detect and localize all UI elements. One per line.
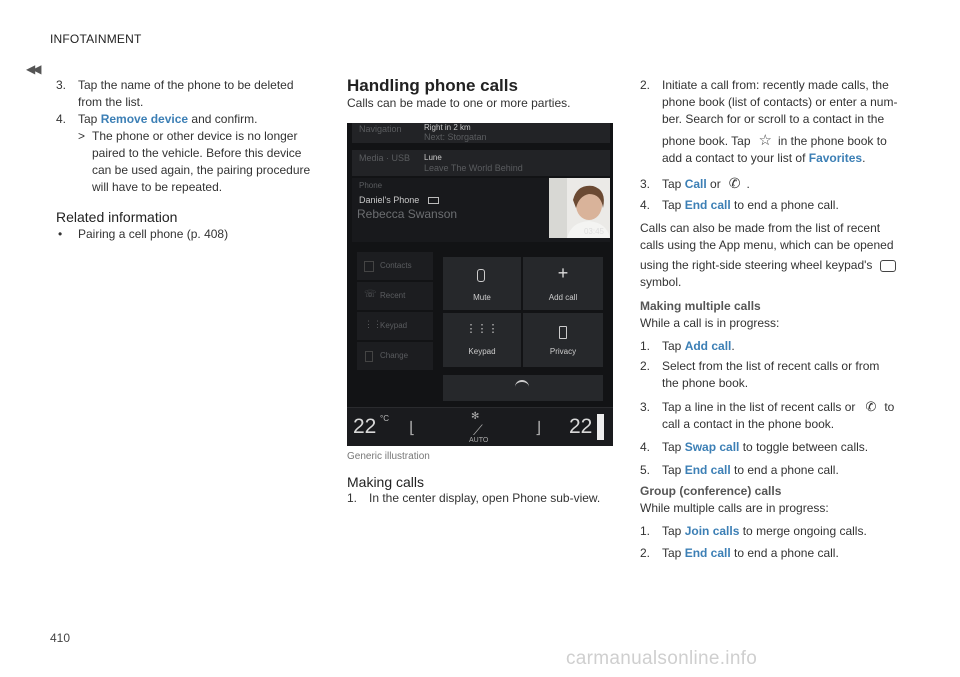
step-number: 2. [640,546,651,560]
result-text: will have to be repeated. [92,180,223,194]
step-number: 4. [56,112,67,126]
step-number: 5. [640,463,651,477]
keypad-side-button[interactable] [357,312,433,340]
step-text: Select from the list of recent calls or from [662,359,880,373]
media-label: Media · USB [359,153,411,163]
step-text: to merge ongoing calls. [739,524,867,538]
microphone-icon [477,269,485,282]
result-marker: > [78,129,86,143]
nav-tile [352,123,610,143]
temp-unit: °C [380,414,389,423]
step-text: to end a phone call. [730,198,839,212]
end-call-link: End call [684,198,731,212]
step-number: 4. [640,440,651,454]
center-display-illustration [347,123,613,446]
add-call-link: Add call [684,339,732,353]
climate-bar [347,407,613,446]
paragraph-text: calls using the App menu, which can be opened [640,238,894,252]
auto-label[interactable]: AUTO [469,437,489,444]
related-link[interactable]: Pairing a cell phone (p. 408) [78,227,229,241]
bullet: • [58,227,63,241]
battery-icon [428,197,439,204]
nav-label: Navigation [359,124,402,134]
call-link: Call [684,177,707,191]
making-step-1 [347,490,600,507]
keypad-icon: ⋮⋮⋮ [465,323,499,335]
airflow-icon[interactable]: ⟋ [473,422,483,438]
intro-text: Calls can be made to one or more parties. [347,96,571,110]
keypad-button[interactable] [443,313,521,367]
step-text: Tap [78,112,101,126]
step-text: call a contact in the phone book. [662,417,835,431]
media-tile [352,150,610,176]
result-text: The phone or other device is no longer [92,129,298,143]
phone-handset-icon: ✆ [865,399,877,414]
mute-label: Mute [473,293,491,302]
paragraph-text: symbol. [640,275,682,289]
seat-heat-right-icon[interactable]: ⌋ [535,420,542,437]
conference-calls-heading: Group (conference) calls [640,484,782,498]
step-text: and confirm. [188,112,258,126]
end-call-link: End call [684,463,731,477]
step-number: 3. [640,400,651,414]
contacts-button[interactable] [357,252,433,280]
swap-call-link: Swap call [684,440,740,454]
step-text: In the center display, open Phone sub-view. [369,491,601,505]
call-timer: 03:45 [583,227,604,236]
keypad-label: Keypad [468,347,496,356]
making-calls-heading: Making calls [347,474,425,490]
step-text: Tap [662,546,685,560]
change-icon [365,351,373,362]
step-text: or [706,177,721,191]
step-4 [56,111,326,128]
contacts-icon [364,261,374,272]
left-column [56,77,326,243]
step-text: add a contact to your list of [662,151,809,165]
add-call-button[interactable] [523,257,603,310]
temp-slider-indicator [597,414,604,440]
recent-button[interactable] [357,282,433,310]
result-text: paired to the vehicle. Before this device [92,146,302,160]
step-text: Tap [662,524,685,538]
step-number: 1. [640,524,651,538]
seat-heat-left-icon[interactable]: ⌊ [409,420,416,437]
step-number: 1. [347,491,358,505]
phone-label: Phone [359,181,383,190]
step-text: . [746,177,750,191]
change-button[interactable] [357,342,433,370]
step-number: 2. [640,78,651,92]
paragraph-text: Calls can also be made from the list of recent [640,221,881,235]
conference-calls-intro: While multiple calls are in progress: [640,501,829,515]
end-call-link: End call [684,546,731,560]
page-number: 410 [50,631,71,645]
step-number: 4. [640,198,651,212]
plus-icon: + [557,263,569,283]
step-text: the phone book. [662,376,749,390]
step-text: Tap [662,463,685,477]
step-text: Initiate a call from: recently made calls, the [662,78,889,92]
media-line1: Lune [424,153,442,162]
mute-button[interactable] [443,257,521,310]
contact-photo [549,178,610,238]
step-text: . [731,339,735,353]
step-text: phone book. Tap [662,134,751,148]
privacy-button[interactable] [523,313,603,367]
change-label: Change [380,351,409,360]
privacy-label: Privacy [549,347,577,356]
nav-line1: Right in 2 km [424,123,471,132]
step-number: 2. [640,359,651,373]
phone-name: Daniel's Phone [359,195,420,205]
step-text: in the phone book to [777,134,887,148]
watermark: carmanualsonline.info [566,648,758,669]
step-text: Tap [662,177,685,191]
page-title: Handling phone calls [347,76,518,95]
step-text: phone book (list of contacts) or enter a num- [662,95,898,109]
keypad-side-icon: ⋮⋮ [364,319,382,329]
step-text: ber. Search for or scroll to a contact in the [662,112,885,126]
right-column [640,77,940,562]
step-text: Tap a line in the list of recent calls or [662,400,856,414]
remove-device-link: Remove device [100,112,189,126]
join-calls-link: Join calls [684,524,740,538]
recent-icon: ☏ [364,289,377,300]
favorites-link: Favorites [808,151,863,165]
phone-handset-icon: ✆ [728,175,741,191]
step-number: 3. [56,78,67,92]
step-text: to toggle between calls. [739,440,869,454]
step-3 [56,77,326,94]
step-text: to end a phone call. [730,463,839,477]
step-number: 1. [640,339,651,353]
step-text: Tap [662,440,685,454]
section-header: INFOTAINMENT [50,32,142,46]
step-text: Tap the name of the phone to be deleted [78,78,294,92]
hang-up-icon [515,380,529,388]
end-call-button[interactable] [443,375,603,401]
step-text: . [862,151,866,165]
back-chevron-icon[interactable]: ◀◀ [26,62,39,76]
step-text: Tap [662,339,685,353]
step-text: to [884,400,895,414]
paragraph-text: using the right-side steering wheel keypad's [640,258,873,272]
step-text: to end a phone call. [730,546,839,560]
steering-wheel-keypad-icon [880,260,896,272]
step-text: Tap [662,198,685,212]
nav-line2: Next: Storgatan [424,132,487,142]
recent-label: Recent [380,291,406,300]
media-line2: Leave The World Behind [424,163,523,173]
related-item[interactable] [56,226,326,243]
multiple-calls-heading: Making multiple calls [640,299,761,313]
step-text-cont: from the list. [78,95,144,109]
phone-device-icon [559,326,567,339]
fan-icon[interactable]: ✻ [471,411,480,422]
step-number: 3. [640,177,651,191]
multiple-calls-intro: While a call is in progress: [640,316,780,330]
figure-caption: Generic illustration [347,451,430,462]
keypad-side-label: Keypad [380,321,408,330]
related-info-heading: Related information [56,209,178,225]
result-block [56,128,326,196]
result-text: can be used again, the pairing procedure [92,163,311,177]
temp-left[interactable]: 22 [353,415,377,438]
add-call-label: Add call [548,293,578,302]
star-icon: ☆ [758,132,772,149]
phone-tile [352,178,610,242]
contact-name: Rebecca Swanson [357,207,458,221]
temp-right[interactable]: 22 [569,415,593,438]
contacts-label: Contacts [380,261,412,270]
